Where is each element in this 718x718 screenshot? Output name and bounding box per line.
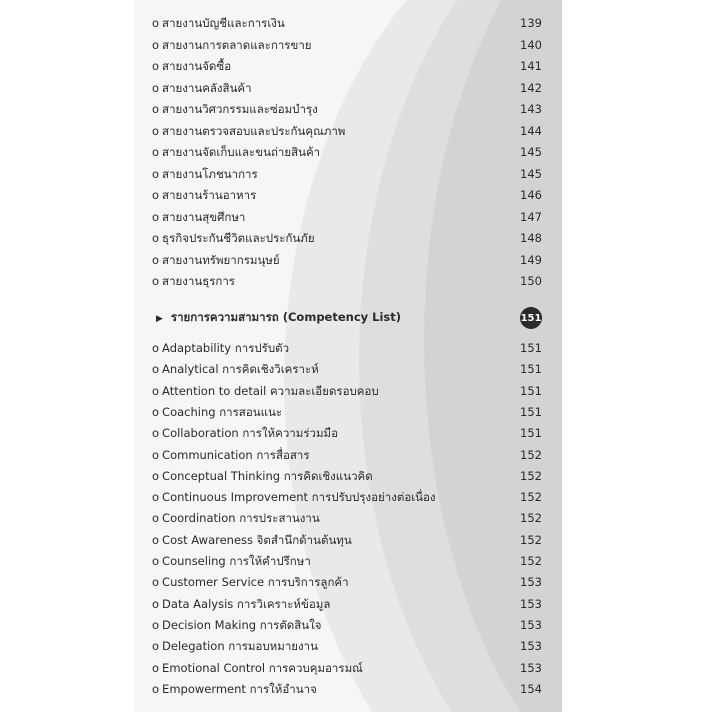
toc-row: o Collaboration การให้ความร่วมมือ 151 [152,426,542,441]
toc-row: o Data Aalysis การวิเคราะห์ข้อมูล 153 [152,596,542,611]
toc-row: o ธุรกิจประกันชีวิตและประกันภัย 148 [152,231,542,245]
toc-row: o Continuous Improvement การปรับปรุงอย่างต่อเนื่อง 152 [152,490,542,505]
toc-row: o Decision Making การตัดสินใจ 153 [152,617,542,632]
bullet-icon: o [152,639,160,654]
bullet-icon: o [152,468,160,483]
section-page-badge: 151 [520,307,542,329]
bullet-icon: o [152,341,160,355]
toc-row: o Customer Service การบริการลูกค้า 153 [152,575,542,590]
toc-row: o Conceptual Thinking การคิดเชิงแนวคิด 152 [152,468,542,483]
bullet-icon: o [152,554,160,568]
bullet-icon: o [152,252,160,267]
bullet-icon: o [152,426,160,441]
bullet-icon: o [152,145,160,159]
toc-row: o Counseling การให้คำปรึกษา 152 [152,554,542,568]
bullet-icon: o [152,404,160,419]
bullet-icon: o [152,209,160,224]
bullet-icon: o [152,447,160,462]
toc-row: o สายงานตรวจสอบและประกันคุณภาพ 144 [152,123,542,138]
book-page [134,0,562,718]
toc-row: o Analytical การคิดเชิงวิเคราะห์ 151 [152,362,542,377]
bullet-icon: o [152,102,160,116]
bullet-icon: o [152,188,160,202]
bullet-icon: o [152,59,160,73]
bullet-icon: o [152,123,160,138]
toc-row: o สายงานการตลาดและการขาย 140 [152,37,542,52]
toc-row: o Empowerment การให้อำนาจ 154 [152,681,542,696]
bullet-icon: o [152,596,160,611]
section-heading [152,307,542,329]
toc-row: o สายงานบัญชีและการเงิน 139 [152,16,542,30]
bullet-icon: o [152,383,160,398]
toc-row: o Emotional Control การควบคุมอารมณ์ 153 [152,660,542,675]
toc-row: o สายงานคลังสินค้า 142 [152,80,542,95]
bullet-icon: o [152,231,160,245]
toc-row: o สายงานทรัพยากรมนุษย์ 149 [152,252,542,267]
bullet-icon: o [152,532,160,547]
bullet-icon: o [152,575,160,590]
toc-row: o สายงานธุรการ 150 [152,274,542,288]
toc-row: o สายงานจัดซื้อ 141 [152,59,542,73]
bullet-icon: o [152,362,160,377]
toc-row: o Coaching การสอนแนะ 151 [152,404,542,419]
bullet-icon: o [152,490,160,505]
toc-row: o Adaptability การปรับตัว 151 [152,341,542,355]
toc-row: o สายงานร้านอาหาร 146 [152,188,542,202]
bullet-icon: o [152,511,160,526]
toc-row: o Coordination การประสานงาน 152 [152,511,542,526]
bullet-icon: o [152,166,160,181]
toc-row: o Attention to detail ความละเอียดรอบคอบ 151 [152,383,542,398]
toc-row: o สายงานวิศวกรรมและซ่อมบำรุง 143 [152,102,542,116]
triangle-right-icon: ▶ [156,314,163,324]
toc-row: o Cost Awareness จิตสำนึกด้านต้นทุน 152 [152,532,542,547]
toc-row: o สายงานสุขศึกษา 147 [152,209,542,224]
bullet-icon: o [152,274,160,288]
bullet-icon: o [152,80,160,95]
toc-row: o สายงานโภชนาการ 145 [152,166,542,181]
toc-row: o Communication การสื่อสาร 152 [152,447,542,462]
bullet-icon: o [152,660,160,675]
bullet-icon: o [152,681,160,696]
section-title: รายการความสามารถ (Competency List) [170,310,402,324]
bullet-icon: o [152,617,160,632]
bullet-icon: o [152,16,160,30]
toc-row: o Delegation การมอบหมายงาน 153 [152,639,542,654]
toc-row: o สายงานจัดเก็บและขนถ่ายสินค้า 145 [152,145,542,159]
bullet-icon: o [152,37,160,52]
